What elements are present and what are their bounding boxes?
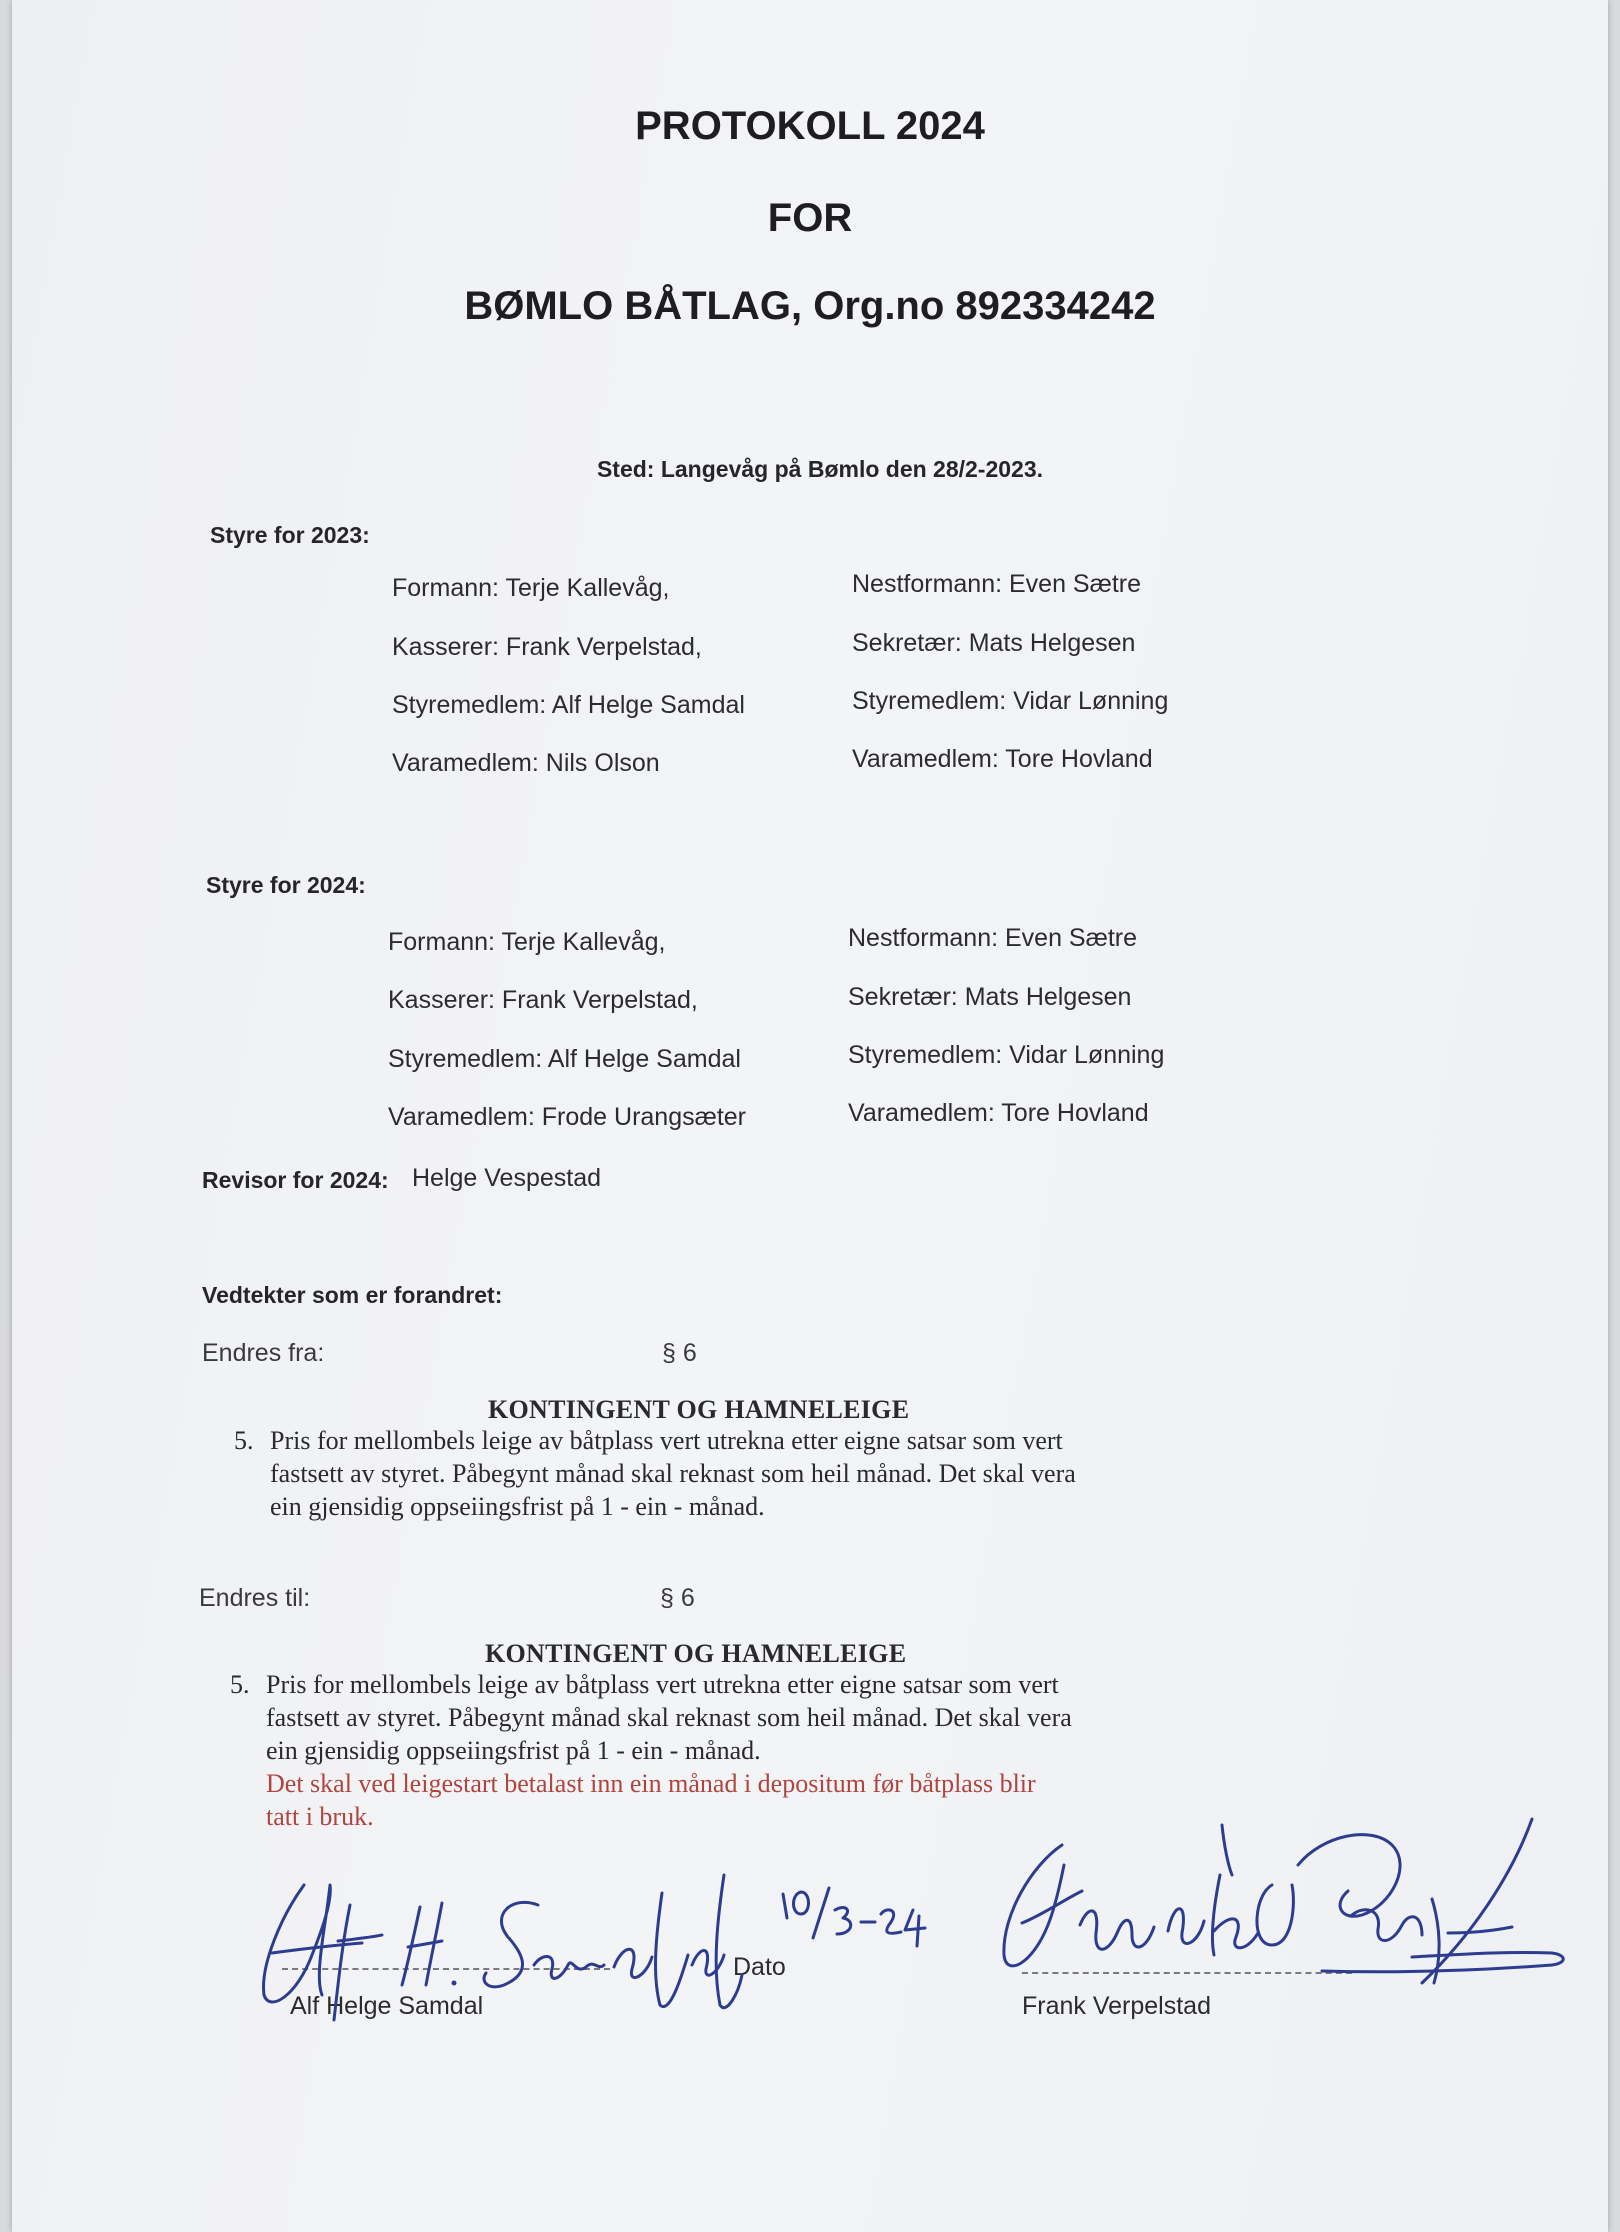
- handwritten-date-drawing: [777, 1880, 937, 1960]
- changed-to-line: fastsett av styret. Påbegynt månad skal reknast som heil månad. Det skal vera: [266, 1703, 1072, 1732]
- board-2023-heading: Styre for 2023:: [210, 522, 370, 548]
- board-2024-heading: Styre for 2024:: [206, 872, 366, 898]
- title-line-1: PROTOKOLL 2024: [635, 104, 985, 148]
- board-2023-right-item: Sekretær: Mats Helgesen: [852, 629, 1136, 657]
- changed-from-line: fastsett av styret. Påbegynt månad skal reknast som heil månad. Det skal vera: [270, 1459, 1076, 1488]
- changed-to-item-number: 5.: [230, 1670, 250, 1699]
- board-2024-right-item: Nestformann: Even Sætre: [848, 924, 1138, 952]
- bylaws-heading: Vedtekter som er forandret:: [202, 1282, 503, 1308]
- auditor-name: Helge Vespestad: [412, 1164, 602, 1192]
- changed-to-section: § 6: [660, 1584, 695, 1612]
- board-2024-left-item: Varamedlem: Frode Urangsæter: [388, 1103, 747, 1131]
- changed-to-label: Endres til:: [199, 1584, 311, 1612]
- changed-from-item-number: 5.: [234, 1426, 254, 1455]
- board-2024-left-item: Styremedlem: Alf Helge Samdal: [388, 1045, 741, 1073]
- changed-from-article-heading: KONTINGENT OG HAMNELEIGE: [488, 1395, 910, 1424]
- board-2023-left-item: Styremedlem: Alf Helge Samdal: [392, 691, 745, 719]
- board-2024-right-item: Varamedlem: Tore Hovland: [848, 1099, 1149, 1127]
- left-signature-drawing: [242, 1845, 762, 2025]
- board-2023-right-item: Styremedlem: Vidar Lønning: [852, 687, 1169, 715]
- meeting-location: Sted: Langevåg på Bømlo den 28/2-2023.: [596, 456, 1044, 482]
- board-2023-right-item: Varamedlem: Tore Hovland: [852, 745, 1153, 773]
- title-line-2: FOR: [767, 196, 853, 240]
- left-signatory-name: Alf Helge Samdal: [290, 1992, 484, 2020]
- board-2023-left-item: Kasserer: Frank Verpelstad,: [392, 633, 702, 661]
- date-label: Dato: [733, 1953, 786, 1981]
- document-page: [12, 0, 1608, 2232]
- changed-from-line: ein gjensidig oppseiingsfrist på 1 - ein - månad.: [270, 1492, 765, 1521]
- board-2023-right-item: Nestformann: Even Sætre: [852, 570, 1142, 598]
- changed-to-added-line: tatt i bruk.: [266, 1802, 374, 1831]
- changed-to-article-heading: KONTINGENT OG HAMNELEIGE: [485, 1639, 907, 1668]
- board-2023-left-item: Formann: Terje Kallevåg,: [392, 574, 670, 602]
- changed-from-section: § 6: [662, 1339, 697, 1367]
- changed-from-label: Endres fra:: [202, 1339, 325, 1367]
- changed-to-added-line: Det skal ved leigestart betalast inn ein månad i depositum før båtplass blir: [266, 1769, 1036, 1798]
- right-signature-drawing: [992, 1805, 1572, 2005]
- board-2024-right-item: Styremedlem: Vidar Lønning: [848, 1041, 1165, 1069]
- right-signatory-name: Frank Verpelstad: [1022, 1992, 1211, 2020]
- board-2023-left-item: Varamedlem: Nils Olson: [392, 749, 660, 777]
- changed-to-line: ein gjensidig oppseiingsfrist på 1 - ein - månad.: [266, 1736, 761, 1765]
- board-2024-right-item: Sekretær: Mats Helgesen: [848, 983, 1132, 1011]
- auditor-label: Revisor for 2024:: [202, 1167, 389, 1193]
- changed-from-line: Pris for mellombels leige av båtplass vert utrekna etter eigne satsar som vert: [270, 1426, 1063, 1455]
- changed-to-line: Pris for mellombels leige av båtplass vert utrekna etter eigne satsar som vert: [266, 1670, 1059, 1699]
- board-2024-left-item: Kasserer: Frank Verpelstad,: [388, 986, 698, 1014]
- board-2024-left-item: Formann: Terje Kallevåg,: [388, 928, 666, 956]
- title-line-3: BØMLO BÅTLAG, Org.no 892334242: [464, 284, 1156, 328]
